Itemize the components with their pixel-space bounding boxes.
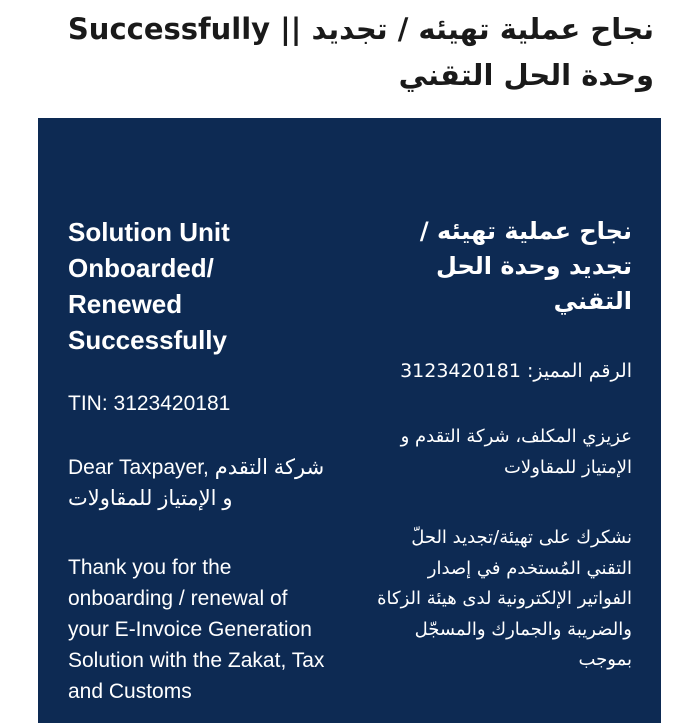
arabic-tin-label: الرقم المميز: (527, 360, 632, 382)
english-column (68, 214, 328, 707)
english-greeting: Dear Taxpayer, شركة التقدم و الإمتياز للمقاولات (68, 456, 325, 510)
arabic-body-text: نشكرك على تهيئة/تجديد الحلّ التقني المُستخدم في إصدار الفواتير الإلكترونية لدى هيئة الزكاة والضريبة والجمارك والمسجّل بموجب (377, 527, 632, 670)
page-title: نجاح عملية تهيئه / تجديد || Successfully وحدة الحل التقني (67, 12, 654, 92)
english-tin-value: 3123420181 (113, 392, 231, 415)
english-body-text: Thank you for the onboarding / renewal of your E-Invoice Generation Solution with the Zakat, Tax and Customs (68, 556, 325, 703)
arabic-tin-value: 3123420181 (400, 360, 521, 382)
arabic-column (368, 214, 632, 676)
arabic-heading: نجاح عملية تهيئه / تجديد وحدة الحل التقني (419, 217, 632, 315)
arabic-greeting: عزيزي المكلف، شركة التقدم و الإمتياز للمقاولات (400, 426, 632, 478)
english-tin-label: TIN: (68, 392, 108, 415)
arabic-tin (368, 357, 632, 385)
english-tin (68, 390, 328, 418)
english-heading: Solution Unit Onboarded/ Renewed Successfully (68, 217, 230, 355)
email-message-card (38, 118, 661, 723)
